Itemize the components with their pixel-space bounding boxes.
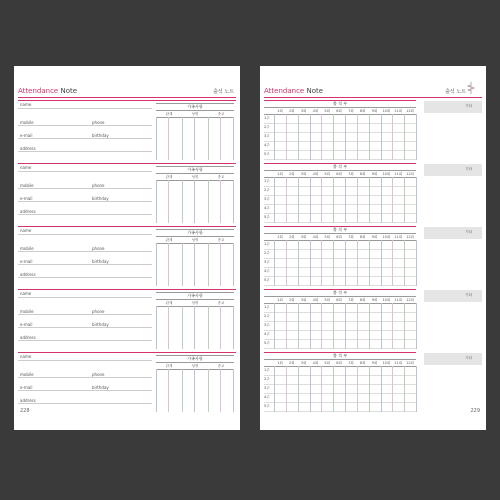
week-label-3: 3주 — [264, 260, 270, 264]
title-part-2: Note — [58, 87, 78, 95]
attendance-grid — [274, 366, 416, 412]
rule — [18, 360, 152, 361]
label-address: address — [20, 209, 36, 214]
week-label-3: 3주 — [264, 323, 270, 327]
contact-record — [18, 352, 236, 412]
leaf-icon — [466, 81, 476, 95]
family-col-religion: 종교 — [217, 301, 225, 305]
attendance-block — [264, 289, 482, 349]
rule — [18, 340, 152, 341]
contact-record — [18, 163, 236, 223]
memo-box — [424, 101, 482, 113]
month-col-4: 4회 — [312, 172, 319, 176]
record-top-rule — [18, 163, 236, 164]
memo-box — [424, 290, 482, 302]
rule — [18, 327, 152, 328]
sheet-title: 출 석 부 — [264, 100, 416, 107]
memo-label: 기타 — [465, 104, 472, 108]
label-email: e-mail — [20, 322, 33, 327]
contact-record — [18, 226, 236, 286]
label-birthday: birthday — [92, 385, 109, 390]
label-mobile: mobile — [20, 246, 34, 251]
month-col-3: 3회 — [300, 172, 307, 176]
title-part-1: Attendance — [264, 87, 305, 95]
family-col-relation: 관계 — [165, 301, 173, 305]
family-table — [156, 292, 234, 349]
family-col-name: 성명 — [191, 112, 199, 116]
family-col-religion: 종교 — [217, 175, 225, 179]
month-col-12: 12회 — [406, 172, 414, 176]
month-col-4: 4회 — [312, 109, 319, 113]
family-col-religion: 종교 — [217, 238, 225, 242]
week-label-1: 1주 — [264, 179, 270, 183]
family-table — [156, 166, 234, 223]
rule — [18, 188, 152, 189]
week-label-5: 5주 — [264, 341, 270, 345]
sheet-title: 출 석 부 — [264, 226, 416, 233]
month-col-2: 2회 — [288, 298, 295, 302]
month-col-4: 4회 — [312, 235, 319, 239]
rule — [18, 377, 152, 378]
memo-label: 기타 — [465, 293, 472, 297]
family-col-relation: 관계 — [165, 238, 173, 242]
memo-label: 기타 — [465, 356, 472, 360]
label-mobile: mobile — [20, 309, 34, 314]
label-email: e-mail — [20, 385, 33, 390]
attendance-block — [264, 100, 482, 160]
family-col-name: 성명 — [191, 364, 199, 368]
month-col-7: 7회 — [348, 172, 354, 176]
month-col-10: 10회 — [382, 109, 391, 113]
family-col-name: 성명 — [191, 301, 199, 305]
label-address: address — [20, 398, 36, 403]
month-col-7: 7회 — [348, 361, 354, 365]
rule — [18, 125, 152, 126]
attendance-grid — [274, 177, 416, 223]
week-label-2: 2주 — [264, 125, 270, 129]
month-col-5: 5회 — [324, 109, 331, 113]
family-grid — [156, 243, 234, 286]
label-name: name — [20, 102, 32, 107]
month-col-9: 9회 — [371, 172, 378, 176]
month-col-12: 12회 — [406, 109, 414, 113]
header-tag: 출석 노트 — [445, 89, 466, 95]
week-label-4: 4주 — [264, 206, 270, 210]
label-email: e-mail — [20, 133, 33, 138]
week-label-2: 2주 — [264, 251, 270, 255]
family-col-relation: 관계 — [165, 175, 173, 179]
month-col-1: 1회 — [277, 172, 283, 176]
rule — [18, 234, 152, 235]
month-col-11: 11회 — [394, 298, 403, 302]
month-col-12: 12회 — [406, 298, 414, 302]
month-col-6: 6회 — [336, 298, 342, 302]
month-col-3: 3회 — [300, 235, 307, 239]
memo-box — [424, 227, 482, 239]
month-col-8: 8회 — [359, 235, 366, 239]
month-col-9: 9회 — [371, 298, 378, 302]
record-top-rule — [18, 289, 236, 290]
family-col-name: 성명 — [191, 175, 199, 179]
month-col-10: 10회 — [382, 172, 391, 176]
month-col-6: 6회 — [336, 109, 342, 113]
month-col-12: 12회 — [406, 361, 414, 365]
family-grid — [156, 306, 234, 349]
month-col-8: 8회 — [359, 109, 366, 113]
month-col-9: 9회 — [371, 361, 378, 365]
attendance-block — [264, 163, 482, 223]
week-label-4: 4주 — [264, 332, 270, 336]
month-col-6: 6회 — [336, 235, 342, 239]
family-col-relation: 관계 — [165, 364, 173, 368]
week-label-1: 1주 — [264, 242, 270, 246]
month-col-4: 4회 — [312, 361, 319, 365]
family-title: 가족사항 — [156, 229, 234, 236]
page-number: 229 — [470, 408, 480, 414]
rule — [18, 390, 152, 391]
family-table — [156, 229, 234, 286]
header-rule — [264, 97, 482, 98]
month-col-7: 7회 — [348, 235, 354, 239]
rule — [18, 151, 152, 152]
week-label-5: 5주 — [264, 278, 270, 282]
week-label-4: 4주 — [264, 143, 270, 147]
month-col-10: 10회 — [382, 361, 391, 365]
family-grid — [156, 180, 234, 223]
week-label-2: 2주 — [264, 377, 270, 381]
label-email: e-mail — [20, 196, 33, 201]
rule — [18, 314, 152, 315]
contact-record — [18, 100, 236, 160]
rule — [18, 297, 152, 298]
label-mobile: mobile — [20, 120, 34, 125]
label-mobile: mobile — [20, 183, 34, 188]
family-grid — [156, 369, 234, 412]
family-table — [156, 103, 234, 160]
label-phone: phone — [92, 120, 105, 125]
month-col-12: 12회 — [406, 235, 414, 239]
week-label-5: 5주 — [264, 215, 270, 219]
rule — [18, 403, 152, 404]
sheet-title: 출 석 부 — [264, 289, 416, 296]
family-table — [156, 355, 234, 412]
rule — [18, 264, 152, 265]
label-phone: phone — [92, 246, 105, 251]
week-label-2: 2주 — [264, 188, 270, 192]
week-label-1: 1주 — [264, 305, 270, 309]
label-birthday: birthday — [92, 133, 109, 138]
title-part-1: Attendance — [18, 87, 59, 95]
month-col-6: 6회 — [336, 361, 342, 365]
rule — [18, 171, 152, 172]
contact-record — [18, 289, 236, 349]
family-title: 가족사항 — [156, 103, 234, 110]
label-phone: phone — [92, 183, 105, 188]
month-col-3: 3회 — [300, 298, 307, 302]
week-label-4: 4주 — [264, 395, 270, 399]
month-col-11: 11회 — [394, 361, 403, 365]
family-title: 가족사항 — [156, 355, 234, 362]
month-col-7: 7회 — [348, 298, 354, 302]
month-col-8: 8회 — [359, 172, 366, 176]
attendance-grid — [274, 303, 416, 349]
month-col-5: 5회 — [324, 361, 331, 365]
label-birthday: birthday — [92, 196, 109, 201]
month-col-11: 11회 — [394, 109, 403, 113]
sheet-title: 출 석 부 — [264, 163, 416, 170]
month-col-1: 1회 — [277, 109, 283, 113]
record-top-rule — [18, 352, 236, 353]
memo-box — [424, 164, 482, 176]
rule — [18, 138, 152, 139]
memo-label: 기타 — [465, 230, 472, 234]
month-col-5: 5회 — [324, 172, 331, 176]
week-label-3: 3주 — [264, 197, 270, 201]
week-label-4: 4주 — [264, 269, 270, 273]
header-tag: 출석 노트 — [213, 89, 234, 95]
page-header — [264, 87, 482, 96]
right-page — [260, 66, 486, 430]
label-birthday: birthday — [92, 259, 109, 264]
week-label-3: 3주 — [264, 386, 270, 390]
family-title: 가족사항 — [156, 292, 234, 299]
month-col-2: 2회 — [288, 172, 295, 176]
family-title: 가족사항 — [156, 166, 234, 173]
label-mobile: mobile — [20, 372, 34, 377]
month-col-10: 10회 — [382, 298, 391, 302]
month-col-7: 7회 — [348, 109, 354, 113]
sheet-title: 출 석 부 — [264, 352, 416, 359]
month-col-9: 9회 — [371, 235, 378, 239]
page-header — [18, 87, 236, 96]
week-label-5: 5주 — [264, 404, 270, 408]
label-address: address — [20, 335, 36, 340]
rule — [18, 214, 152, 215]
month-col-10: 10회 — [382, 235, 391, 239]
record-top-rule — [18, 226, 236, 227]
month-col-1: 1회 — [277, 361, 283, 365]
family-col-name: 성명 — [191, 238, 199, 242]
attendance-grid — [274, 240, 416, 286]
week-label-3: 3주 — [264, 134, 270, 138]
week-label-2: 2주 — [264, 314, 270, 318]
month-col-3: 3회 — [300, 361, 307, 365]
month-col-6: 6회 — [336, 172, 342, 176]
title-part-2: Note — [304, 87, 324, 95]
month-col-1: 1회 — [277, 235, 283, 239]
family-col-religion: 종교 — [217, 364, 225, 368]
label-name: name — [20, 354, 32, 359]
month-col-3: 3회 — [300, 109, 307, 113]
attendance-block — [264, 226, 482, 286]
label-name: name — [20, 228, 32, 233]
week-label-5: 5주 — [264, 152, 270, 156]
attendance-block — [264, 352, 482, 412]
rule — [18, 251, 152, 252]
label-phone: phone — [92, 372, 105, 377]
label-address: address — [20, 272, 36, 277]
month-col-11: 11회 — [394, 235, 403, 239]
label-address: address — [20, 146, 36, 151]
label-birthday: birthday — [92, 322, 109, 327]
rule — [18, 277, 152, 278]
month-col-5: 5회 — [324, 235, 331, 239]
family-col-relation: 관계 — [165, 112, 173, 116]
month-col-9: 9회 — [371, 109, 378, 113]
month-col-8: 8회 — [359, 361, 366, 365]
memo-label: 기타 — [465, 167, 472, 171]
family-grid — [156, 117, 234, 160]
header-rule — [18, 97, 236, 98]
month-col-8: 8회 — [359, 298, 366, 302]
page-number: 228 — [20, 408, 30, 414]
month-col-2: 2회 — [288, 235, 295, 239]
label-name: name — [20, 165, 32, 170]
rule — [18, 201, 152, 202]
week-label-1: 1주 — [264, 368, 270, 372]
record-top-rule — [18, 100, 236, 101]
month-col-11: 11회 — [394, 172, 403, 176]
month-col-1: 1회 — [277, 298, 283, 302]
week-label-1: 1주 — [264, 116, 270, 120]
left-page — [14, 66, 240, 430]
label-phone: phone — [92, 309, 105, 314]
month-col-2: 2회 — [288, 361, 295, 365]
month-col-4: 4회 — [312, 298, 319, 302]
label-email: e-mail — [20, 259, 33, 264]
attendance-grid — [274, 114, 416, 160]
rule — [18, 108, 152, 109]
label-name: name — [20, 291, 32, 296]
family-col-religion: 종교 — [217, 112, 225, 116]
month-col-5: 5회 — [324, 298, 331, 302]
memo-box — [424, 353, 482, 365]
month-col-2: 2회 — [288, 109, 295, 113]
